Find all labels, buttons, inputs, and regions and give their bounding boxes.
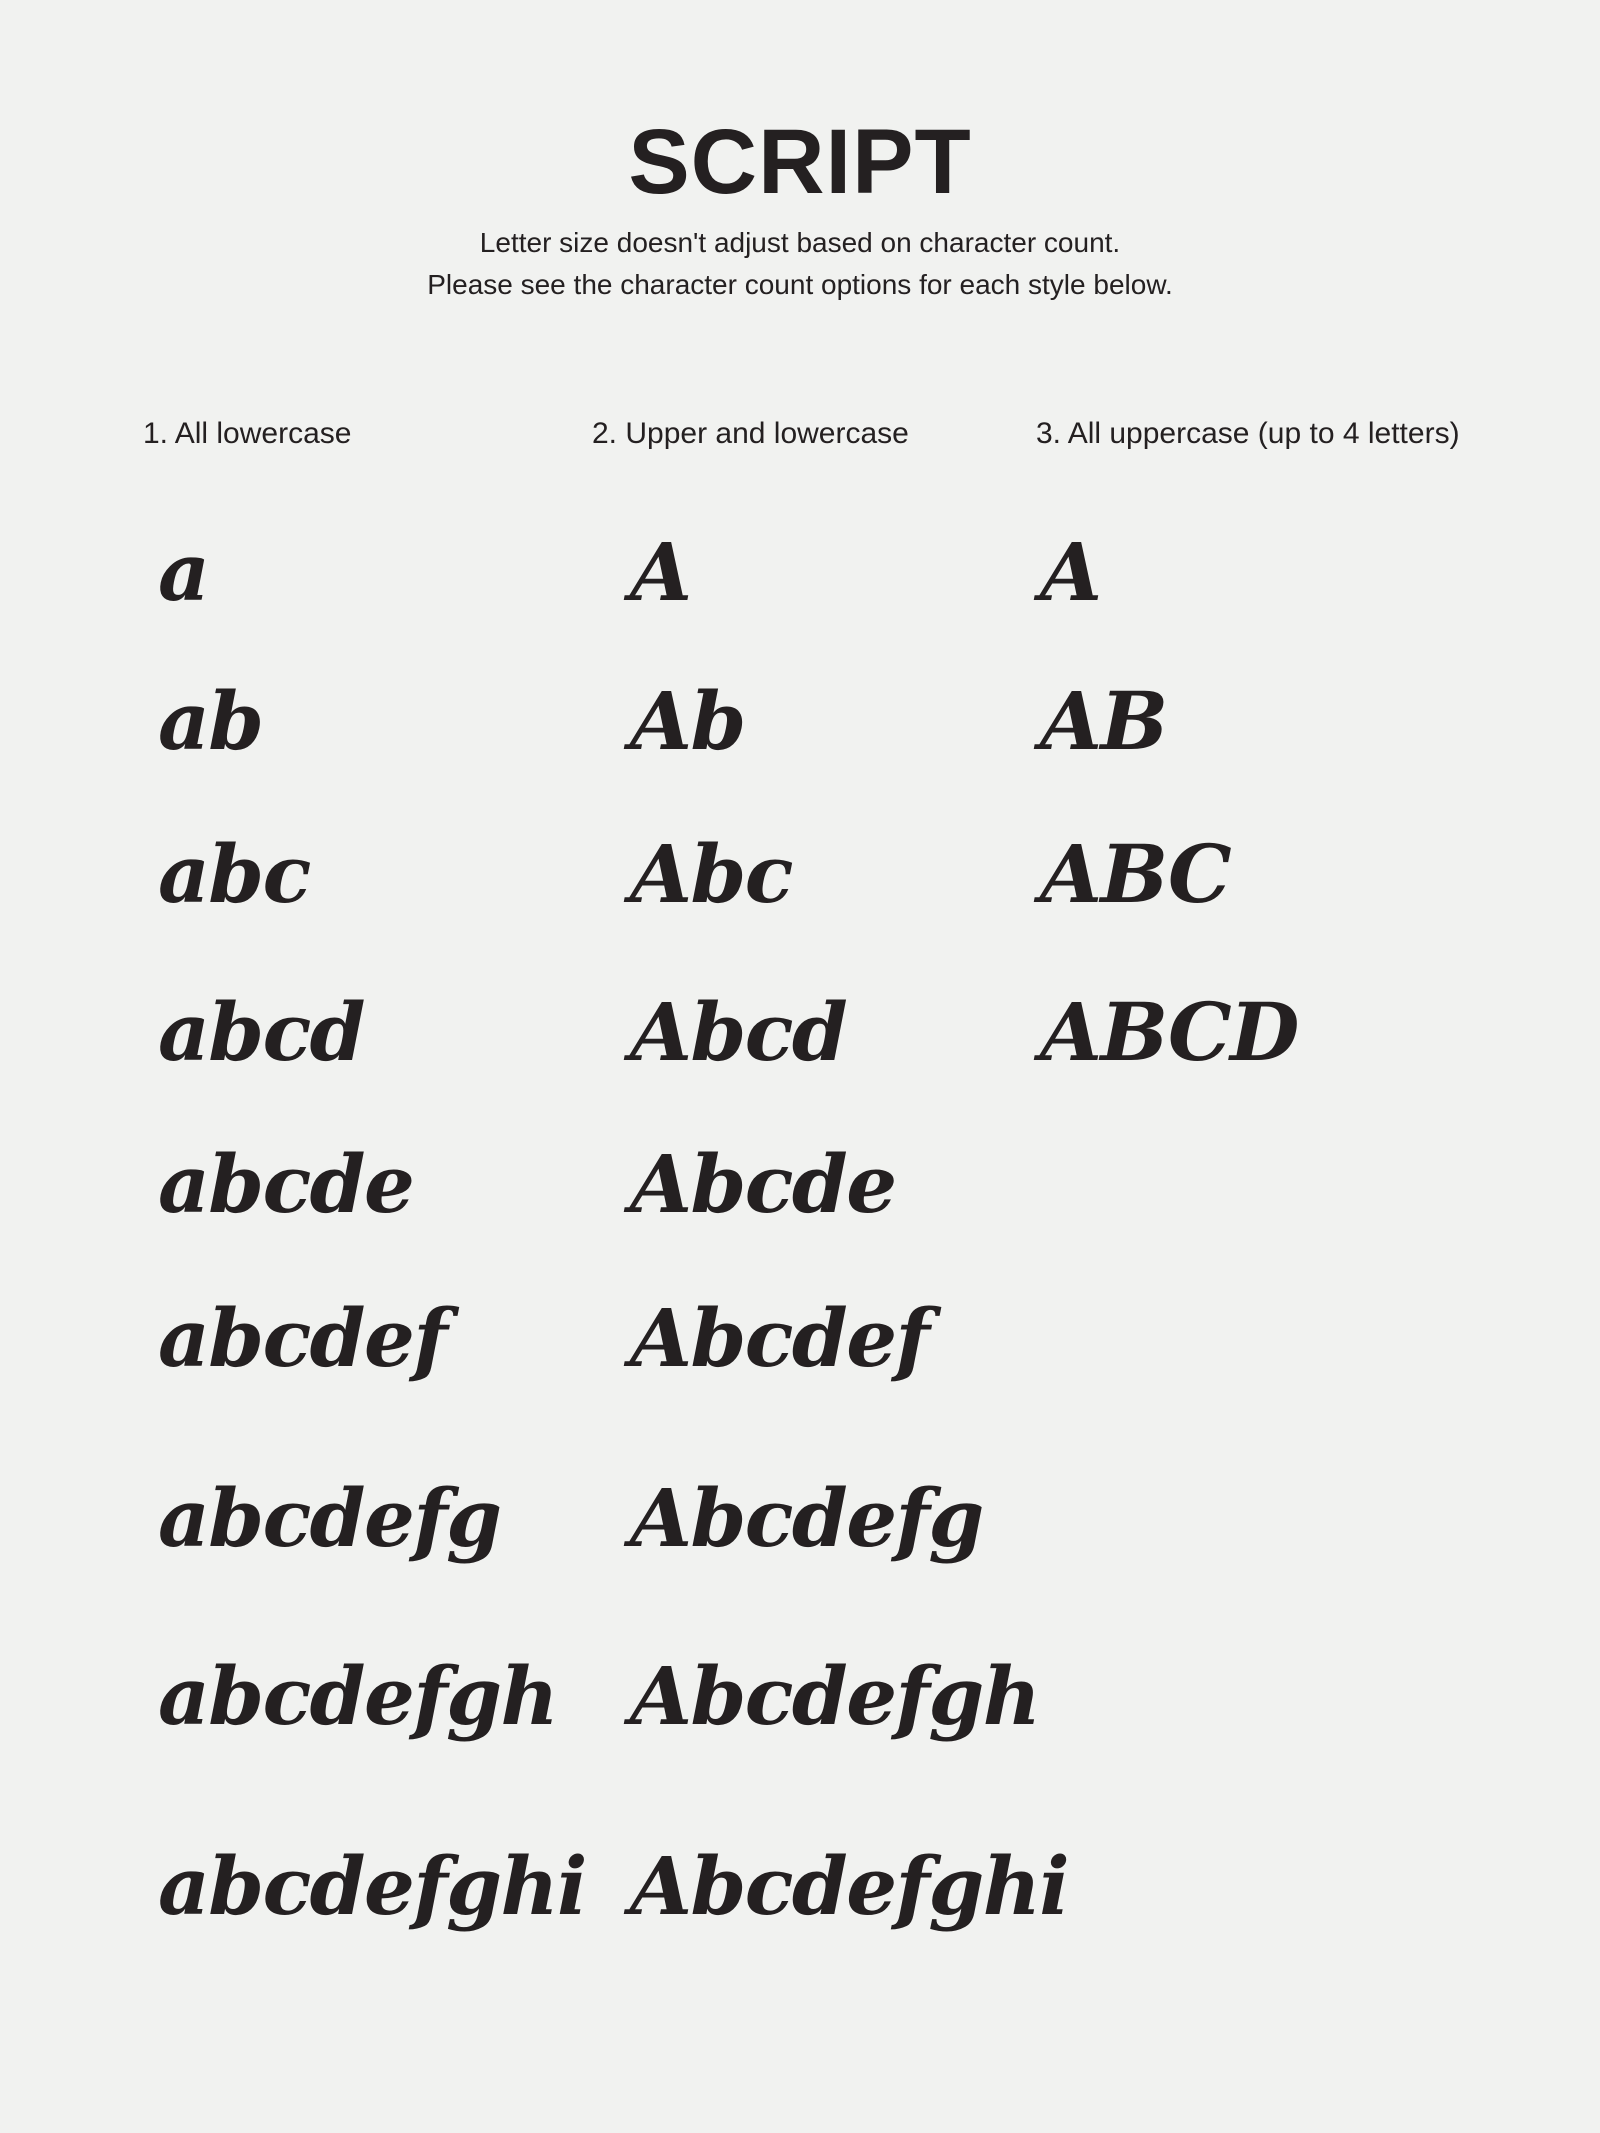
sample-row (0, 1471, 1600, 1588)
script-sample-mixed: Abc (630, 827, 792, 921)
script-sample-lowercase: abcdefghi (158, 1839, 586, 1933)
sample-row (0, 1839, 1600, 1956)
sample-row (0, 827, 1600, 944)
script-sample-uppercase: AB (1040, 674, 1167, 768)
sample-row (0, 525, 1600, 642)
sample-row (0, 985, 1600, 1102)
script-sample-uppercase: ABCD (1040, 985, 1298, 1079)
subtitle-line-1: Letter size doesn't adjust based on character count. (479, 227, 1121, 258)
page-title: SCRIPT (628, 111, 972, 213)
column-heading-all-uppercase: 3. All uppercase (up to 4 letters) (1036, 417, 1460, 450)
script-sample-lowercase: ab (158, 674, 263, 768)
script-sample-lowercase: abc (158, 827, 310, 921)
column-heading-all-lowercase: 1. All lowercase (143, 417, 352, 450)
script-sample-mixed: Abcdefg (630, 1471, 983, 1565)
sample-row (0, 1291, 1600, 1408)
script-sample-mixed: Abcdef (630, 1291, 929, 1385)
script-sample-mixed: Abcde (630, 1137, 896, 1231)
script-sample-lowercase: abcdefg (158, 1471, 501, 1565)
script-sample-lowercase: a (158, 525, 209, 619)
sample-row (0, 1137, 1600, 1254)
column-heading-upper-and-lowercase: 2. Upper and lowercase (592, 417, 909, 450)
script-sample-mixed: Abcdefgh (630, 1649, 1040, 1743)
script-sample-uppercase: A (1040, 525, 1101, 619)
script-sample-lowercase: abcdef (158, 1291, 447, 1385)
script-sample-lowercase: abcdefgh (158, 1649, 558, 1743)
script-sample-mixed: Abcd (630, 985, 847, 1079)
script-sample-mixed: Abcdefghi (630, 1839, 1069, 1933)
script-sample-uppercase: ABC (1040, 827, 1231, 921)
script-sample-lowercase: abcde (158, 1137, 414, 1231)
subtitle-line-2: Please see the character count options for each style below. (427, 269, 1173, 300)
script-sample-mixed: A (630, 525, 691, 619)
script-sample-lowercase: abcd (158, 985, 365, 1079)
sample-row (0, 674, 1600, 791)
script-sample-mixed: Ab (630, 674, 745, 768)
sample-row (0, 1649, 1600, 1766)
